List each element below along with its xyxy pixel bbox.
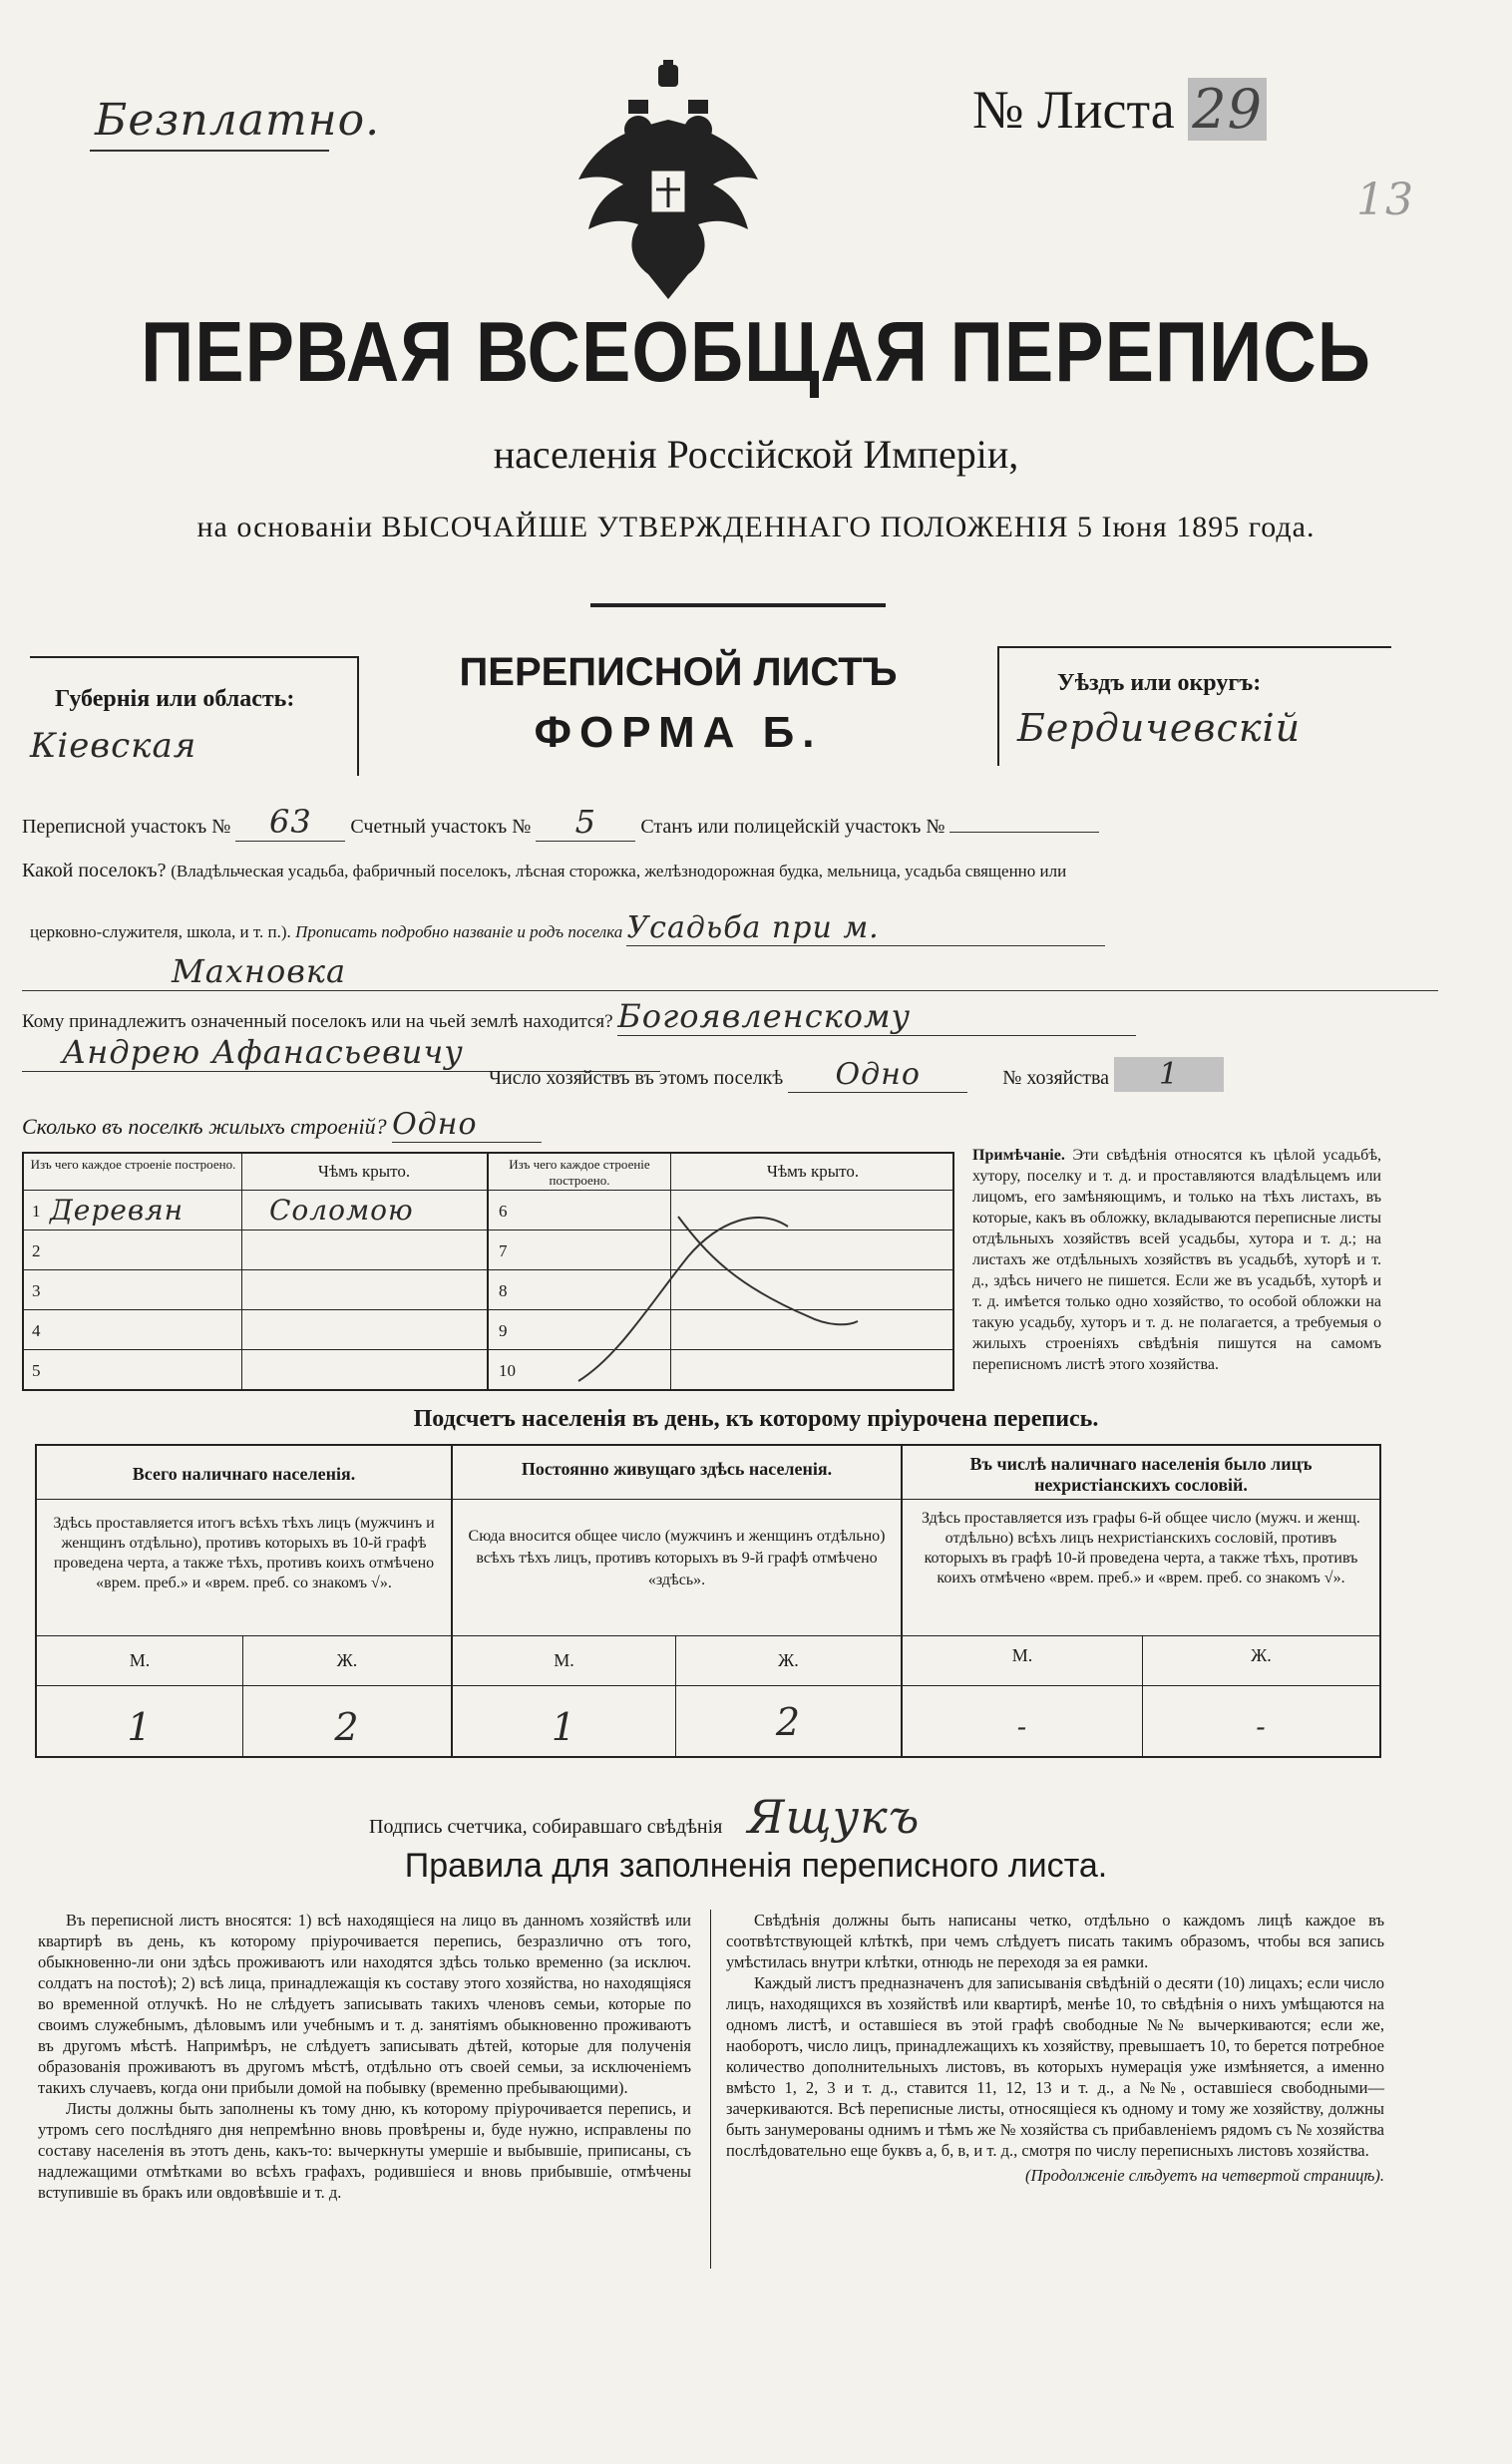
page-basis: на основаніи ВЫСОЧАЙШЕ УТВЕРЖДЕННАГО ПОЛОЖЕНІЯ 5 Іюня 1895 года.: [196, 511, 1316, 543]
sheet-title: ПЕРЕПИСНОЙ ЛИСТЪ: [459, 650, 898, 694]
nonchristian-population-text: Здѣсь проставляется изъ графы 6-й общее число (мужч. и женщ. отдѣльно) всѣхъ лицъ нехристіанскихъ сословій, противъ которыхъ въ графѣ 10-й проведена черта, а также тѣхъ, противъ коихъ отмѣчено «врем. преб.» и «врем. преб. со знакомъ √».: [922, 1510, 1360, 1586]
population-heading: Подсчетъ населенія въ день, къ которому пріурочена перепись.: [413, 1406, 1099, 1432]
form-name: ФОРМА Б.: [534, 708, 823, 757]
total-population-text: Здѣсь проставляется итогъ всѣхъ тѣхъ лицъ (мужчинъ и женщинъ отдѣльно), противъ которыхъ въ 10-й графѣ проведена черта, а также тѣхъ, противъ коихъ отмѣчено «врем. преб.» и «врем. преб. со знакомъ √».: [53, 1515, 435, 1591]
rules-right-paragraph-2: Каждый листъ предназначенъ для записыванія свѣдѣній о десяти (10) лицахъ; если число лицъ, находящихся въ хозяйствѣ или квартирѣ, менѣе 10, то свѣдѣнія о нихъ умѣщаются на одномъ листѣ, и оставшіеся въ этой графѣ свободные №№ вычеркиваются; если же, наоборотъ, число лицъ, принадлежащихъ къ хозяйству, превышаетъ 10, то берется потребное количество дополнительныхъ листовъ, въ которыхъ нумерація уже измѣняется, а именно вмѣсто 1, 2, 3 и т. д., ставится 11, 12, 13 и т. д., а №№, оставшіеся свободными—зачеркиваются. Всѣ переписные листы, относящіеся къ одному и тому же хозяйству, должны быть занумерованы однимъ и тѣмъ же № хозяйства съ прибавленіемъ рядомъ съ № хозяйства послѣдовательно еще буквъ а, б, в, и т. д., смотря по числу переписныхъ листовъ хозяйства.: [726, 1973, 1384, 2160]
building-roof-1: Соломою: [269, 1194, 414, 1227]
building-material-1: Деревян: [50, 1194, 185, 1227]
pop-label-line: [35, 1635, 1381, 1636]
settlement-label: Какой поселокъ?: [22, 860, 167, 881]
sheet-number-value: 29: [1188, 78, 1267, 141]
settlement-instruction: Прописать подробно названіе и родъ поселка: [295, 922, 623, 941]
total-f-label: Ж.: [336, 1650, 358, 1670]
settlement-field-line2: [30, 910, 1446, 946]
building-row-no: 1: [32, 1202, 41, 1221]
buildings-value: Одно: [392, 1107, 542, 1143]
owner-field: [22, 997, 1448, 1036]
building-row-no: 9: [499, 1321, 508, 1340]
rules-right-paragraph-1: Свѣдѣнія должны быть написаны четко, отдѣльно о каждомъ лицѣ каждое въ соотвѣтствующей клѣткѣ, при чемъ слѣдуетъ писать такимъ образомъ, чтобы вся запись умѣстилась внутри клѣтки, отнюдь не переходя за ея рамки.: [726, 1911, 1384, 1971]
settlement-value-1: Усадьба при м.: [626, 910, 1105, 946]
sheet-number-label: № Листа: [972, 80, 1175, 140]
note-block: [972, 1145, 1381, 1375]
page-title: ПЕРВАЯ ВСЕОБЩАЯ ПЕРЕПИСЬ: [141, 303, 1371, 400]
buildings-col-line-1: [241, 1152, 242, 1391]
household-no-value: 1: [1114, 1057, 1224, 1092]
count-area-value: 5: [536, 803, 635, 842]
settlement-hint-2: церковно-служителя, школа, и т. п.).: [30, 922, 291, 941]
building-row-no: 10: [499, 1361, 516, 1380]
perm-m-label: М.: [554, 1650, 574, 1670]
signature-value: Ящукъ: [747, 1790, 921, 1844]
province-value: Кіевская: [30, 726, 197, 766]
margin-mark: 13: [1356, 175, 1414, 225]
building-row-no: 2: [32, 1241, 41, 1260]
census-area-label: Переписной участокъ №: [22, 816, 231, 838]
building-row-no: 5: [32, 1361, 41, 1380]
permanent-population-text: Сюда вносится общее число (мужчинъ и женщинъ отдѣльно) всѣхъ тѣхъ лицъ, противъ которыхъ въ 9-й графѣ отмѣчено «здѣсь».: [468, 1528, 886, 1588]
count-area-label: Счетный участокъ №: [350, 816, 532, 838]
settlement-hint: (Владѣльческая усадьба, фабричный поселокъ, лѣсная сторожка, желѣзнодорожная будка, мельница, усадьба священно или: [171, 862, 1067, 880]
rules-left-paragraph-1: Въ переписной листъ вносятся: 1) всѣ находящіеся на лицо въ данномъ хозяйствѣ или квартирѣ въ день, къ которому пріурочивается перепись, безразлично отъ того, обыкновенно-ли они здѣсь проживаютъ или находятся здѣсь только временно (за исключ. солдатъ на постоѣ); 2) всѣ лица, принадлежащія къ составу этого хозяйства, но находящіяся во временной отлучкѣ. Но не слѣдуетъ записывать такихъ членовъ семьи, которые по своимъ служебнымъ, дѣловымъ или учебнымъ и т. д. занятіямъ обыкновенно проживаютъ въ другомъ мѣстѣ. Напримѣръ, не слѣдуетъ записывать дѣтей, которые для полученія образованія проживаютъ въ другомъ мѣстѣ, отдѣльно отъ своей семьи, за исключеніемъ такихъ случаевъ, когда они прибыли домой на побывку (временно пребывающими).: [38, 1911, 691, 2097]
building-row-no: 7: [499, 1241, 508, 1260]
buildings-label: Сколько въ поселкѣ жилыхъ строеній?: [22, 1114, 387, 1139]
permanent-population-title: Постоянно живущаго здѣсь населенія.: [521, 1459, 833, 1479]
station-value: [949, 832, 1099, 833]
free-label: Безплатно.: [95, 95, 381, 146]
sheet-number: [972, 78, 1267, 141]
rules-continuation: (Продолженіе слѣдуетъ на четвертой страницѣ).: [1025, 2166, 1384, 2185]
double-headed-eagle-emblem: [568, 60, 768, 309]
perm-f-label: Ж.: [778, 1650, 799, 1670]
nonchr-f-label: Ж.: [1251, 1645, 1272, 1665]
perm-f-value: 2: [775, 1700, 802, 1744]
province-label: Губернія или область:: [55, 686, 295, 712]
building-row-no: 3: [32, 1281, 41, 1300]
signature-label: Подпись счетчика, собиравшаго свѣдѣнія: [369, 1816, 723, 1838]
material-header-right: Изъ чего каждое строеніе построено.: [509, 1157, 650, 1188]
buildings-field: [22, 1107, 542, 1143]
settlement-value-2: Махновка: [22, 952, 1438, 991]
building-row-no: 4: [32, 1321, 41, 1340]
cross-out-mark: [559, 1197, 878, 1386]
rules-title: Правила для заполненія переписного листа.: [404, 1847, 1108, 1885]
household-no-label: № хозяйства: [1002, 1067, 1110, 1089]
signature-field: [369, 1790, 920, 1844]
owner-value-1: Богоявленскому: [617, 997, 1136, 1036]
district-value: Бердичевскій: [1017, 706, 1302, 750]
nonchr-m-label: М.: [1011, 1645, 1033, 1665]
households-field: [489, 1057, 1224, 1093]
building-row-no: 8: [499, 1281, 508, 1300]
owner-label: Кому принадлежитъ означенный поселокъ или на чьей землѣ находится?: [22, 1011, 613, 1032]
rules-right-column: [726, 1910, 1384, 2186]
rules-left-column: [38, 1910, 691, 2203]
buildings-header-line: [22, 1190, 954, 1191]
district-label: Уѣздъ или округъ:: [1057, 670, 1262, 696]
owner-value-2: Андрею Афанасьевичу: [22, 1033, 660, 1072]
rules-column-divider: [710, 1910, 711, 2269]
note-text: Эти свѣдѣнія относятся къ цѣлой усадьбѣ, хутору, поселку и т. д. и проставляются владѣльцемъ или лицомъ, его замѣняющимъ, и только на тѣхъ листахъ, въ которые, какъ въ обложку, вкладываются переписные листы отдѣльныхъ хозяйствъ всей усадьбы, хутора и т. д.; на листахъ же отдѣльныхъ хозяйствъ въ усадьбѣ, хуторѣ и т. д., здѣсь ничего не пишется. Если же въ усадьбѣ, хуторѣ и т. д. имѣется только одно хозяйство, то особой обложки на такую усадьбу, хуторъ и т. д. не полагается, а требуемыя о жилыхъ строеніяхъ свѣдѣнія пишутся на самомъ переписномъ листѣ этого хозяйства.: [972, 1147, 1381, 1373]
header-divider: [590, 603, 886, 607]
perm-m-value: 1: [551, 1705, 577, 1749]
building-row-no: 6: [499, 1202, 508, 1221]
census-area-value: 63: [235, 803, 345, 842]
pop-mf-line: [35, 1685, 1381, 1686]
roof-header-right: Чѣмъ крыто.: [766, 1162, 860, 1181]
nonchr-m-value: -: [1016, 1710, 1028, 1743]
total-f-value: 2: [334, 1705, 360, 1749]
roof-header-left: Чѣмъ крыто.: [317, 1162, 411, 1181]
households-value: Одно: [788, 1057, 967, 1093]
note-title: Примѣчаніе.: [972, 1147, 1065, 1164]
material-header-left: Изъ чего каждое строеніе построено.: [30, 1157, 236, 1172]
total-m-value: 1: [127, 1705, 153, 1749]
rules-left-paragraph-2: Листы должны быть заполнены къ тому дню, къ которому пріурочивается перепись, и утромъ сего послѣдняго дня непремѣнно вновь провѣрены и, буде нужно, исправлены по составу населенія въ этотъ день, какъ-то: вычеркнуты умершіе и выбывшіе, приписаны, съ надлежащими отмѣтками во всѣхъ графахъ, родившіеся и вновь прибывшіе, отмѣчены вступившіе въ бракъ или овдовѣвшіе и т. д.: [38, 2099, 691, 2202]
total-m-label: М.: [129, 1650, 151, 1670]
free-label-underline: [90, 150, 329, 152]
buildings-table-divider: [487, 1152, 489, 1391]
total-population-title: Всего наличнаго населенія.: [132, 1464, 356, 1484]
station-label: Станъ или полицейскій участокъ №: [640, 816, 945, 838]
nonchristian-population-title: Въ числѣ наличнаго населенія было лицъ нехристіанскихъ сословій.: [969, 1454, 1313, 1495]
census-area-field: [22, 803, 1438, 842]
households-label: Число хозяйствъ въ этомъ поселкѣ: [489, 1067, 784, 1089]
nonchr-f-value: -: [1256, 1710, 1267, 1743]
page-subtitle: населенія Россійской Имперіи,: [493, 432, 1019, 477]
settlement-field: [22, 860, 1448, 882]
